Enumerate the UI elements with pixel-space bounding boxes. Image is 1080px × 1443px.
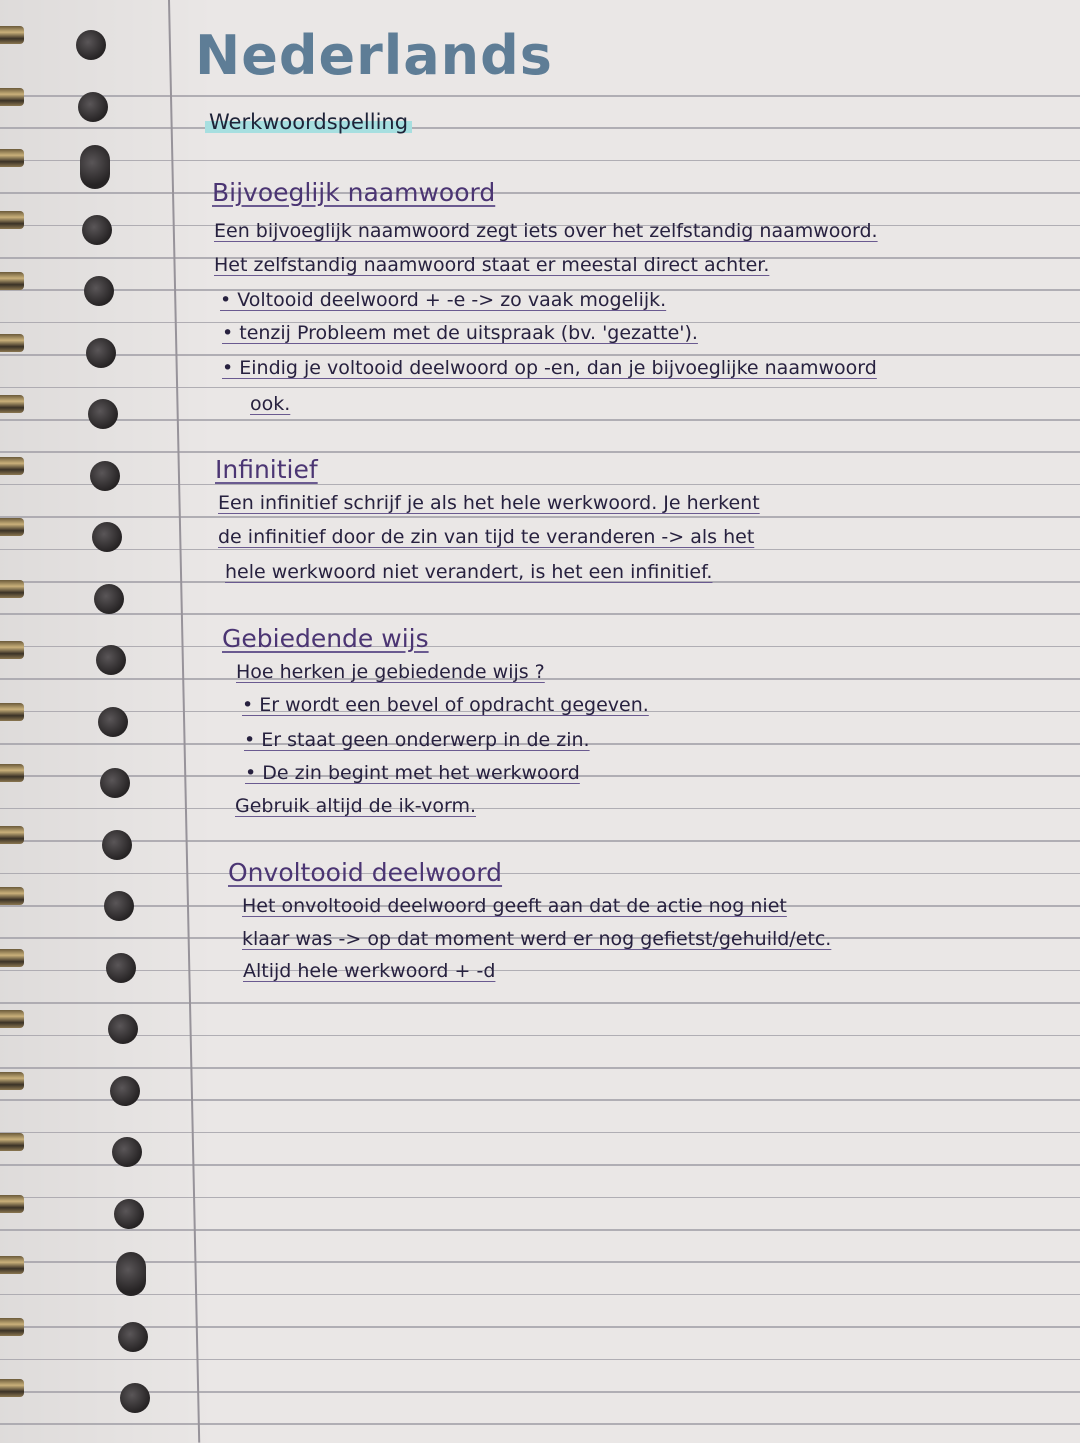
punch-hole [94,584,124,614]
ruled-line [0,1035,1080,1037]
ruled-line [0,840,1080,842]
punch-hole [98,707,128,737]
spiral-coil [0,1379,24,1397]
spiral-coil [0,580,24,598]
spiral-coil [0,826,24,844]
spiral-coil [0,334,24,352]
punch-hole [88,399,118,429]
spiral-coil [0,211,24,229]
punch-hole [120,1383,150,1413]
punch-hole [92,522,122,552]
spiral-coil [0,1133,24,1151]
ruled-line [0,484,1080,486]
punch-hole [102,830,132,860]
spiral-coil [0,1256,24,1274]
note-line: hele werkwoord niet verandert, is het een infinitief. [225,561,713,583]
note-line: Het onvoltooid deelwoord geeft aan dat de actie nog niet [242,895,787,917]
spiral-coil [0,1195,24,1213]
punch-hole [80,145,110,189]
punch-hole [90,461,120,491]
ruled-line [0,95,1080,97]
ruled-line [0,451,1080,453]
spiral-coil [0,1072,24,1090]
ruled-line [0,549,1080,551]
punch-hole [96,645,126,675]
ruled-line [0,873,1080,875]
spiral-coil [0,703,24,721]
note-line: • Eindig je voltooid deelwoord op -en, dan je bijvoeglijke naamwoord [222,357,877,379]
spiral-coil [0,395,24,413]
punch-hole [114,1199,144,1229]
ruled-line [0,1132,1080,1134]
note-line: Een bijvoeglijk naamwoord zegt iets over het zelfstandig naamwoord. [214,220,878,242]
note-line: • Voltooid deelwoord + -e -> zo vaak mogelijk. [220,289,667,311]
page-subtitle: Werkwoordspelling [205,110,412,134]
ruled-line [0,1002,1080,1004]
ruled-line [0,1164,1080,1166]
ruled-line [0,646,1080,648]
ruled-line [0,1261,1080,1263]
note-line: • De zin begint met het werkwoord [245,762,580,784]
ruled-line [0,1229,1080,1231]
spiral-coil [0,149,24,167]
note-line: Gebruik altijd de ik-vorm. [235,795,476,817]
spiral-coil [0,88,24,106]
ruled-line [0,387,1080,389]
ruled-line [0,1294,1080,1296]
ruled-line [0,419,1080,421]
spiral-coil [0,26,24,44]
spiral-coil [0,1318,24,1336]
punch-hole [78,92,108,122]
ruled-line [0,1423,1080,1425]
note-line: Het zelfstandig naamwoord staat er meestal direct achter. [214,254,770,276]
ruled-line [0,613,1080,615]
punch-hole [84,276,114,306]
punch-hole [116,1252,146,1296]
page-title: Nederlands [195,24,553,87]
spiral-coil [0,764,24,782]
spiral-coil [0,887,24,905]
note-line: Een infinitief schrijf je als het hele werkwoord. Je herkent [218,492,760,514]
spiral-coil [0,272,24,290]
ruled-line [0,1326,1080,1328]
ruled-line [0,1099,1080,1101]
ruled-line [0,808,1080,810]
punch-hole [104,891,134,921]
ruled-line [0,192,1080,194]
punch-hole [118,1322,148,1352]
note-line: ook. [250,393,291,415]
section-heading-bijvoeglijk: Bijvoeglijk naamwoord [212,178,496,207]
punch-hole [106,953,136,983]
note-line: Altijd hele werkwoord + -d [243,960,496,982]
punch-hole [86,338,116,368]
punch-hole [100,768,130,798]
ruled-line [0,354,1080,356]
note-line: • Er wordt een bevel of opdracht gegeven. [242,694,649,716]
spiral-coil [0,949,24,967]
punch-hole [76,30,106,60]
spiral-coil [0,1010,24,1028]
note-line: de infinitief door de zin van tijd te veranderen -> als het [218,526,755,548]
ruled-line [0,160,1080,162]
note-line: • Er staat geen onderwerp in de zin. [244,729,590,751]
punch-hole [82,215,112,245]
note-line: Hoe herken je gebiedende wijs ? [236,661,545,683]
ruled-line [0,127,1080,129]
ruled-line [0,970,1080,972]
punch-hole [110,1076,140,1106]
section-heading-infinitief: Infinitief [215,455,318,484]
spiral-coil [0,457,24,475]
section-heading-gebiedende-wijs: Gebiedende wijs [222,624,429,653]
margin-line [168,0,200,1443]
ruled-line [0,516,1080,518]
note-line: • tenzij Probleem met de uitspraak (bv. 'gezatte'). [222,322,698,344]
section-heading-onvoltooid-deelwoord: Onvoltooid deelwoord [228,858,503,887]
ruled-line [0,1359,1080,1361]
ruled-line [0,1197,1080,1199]
spiral-coil [0,518,24,536]
punch-hole [112,1137,142,1167]
punch-hole [108,1014,138,1044]
ruled-line [0,1391,1080,1393]
note-line: klaar was -> op dat moment werd er nog gefietst/gehuild/etc. [242,928,832,950]
spiral-coil [0,641,24,659]
ruled-line [0,1067,1080,1069]
